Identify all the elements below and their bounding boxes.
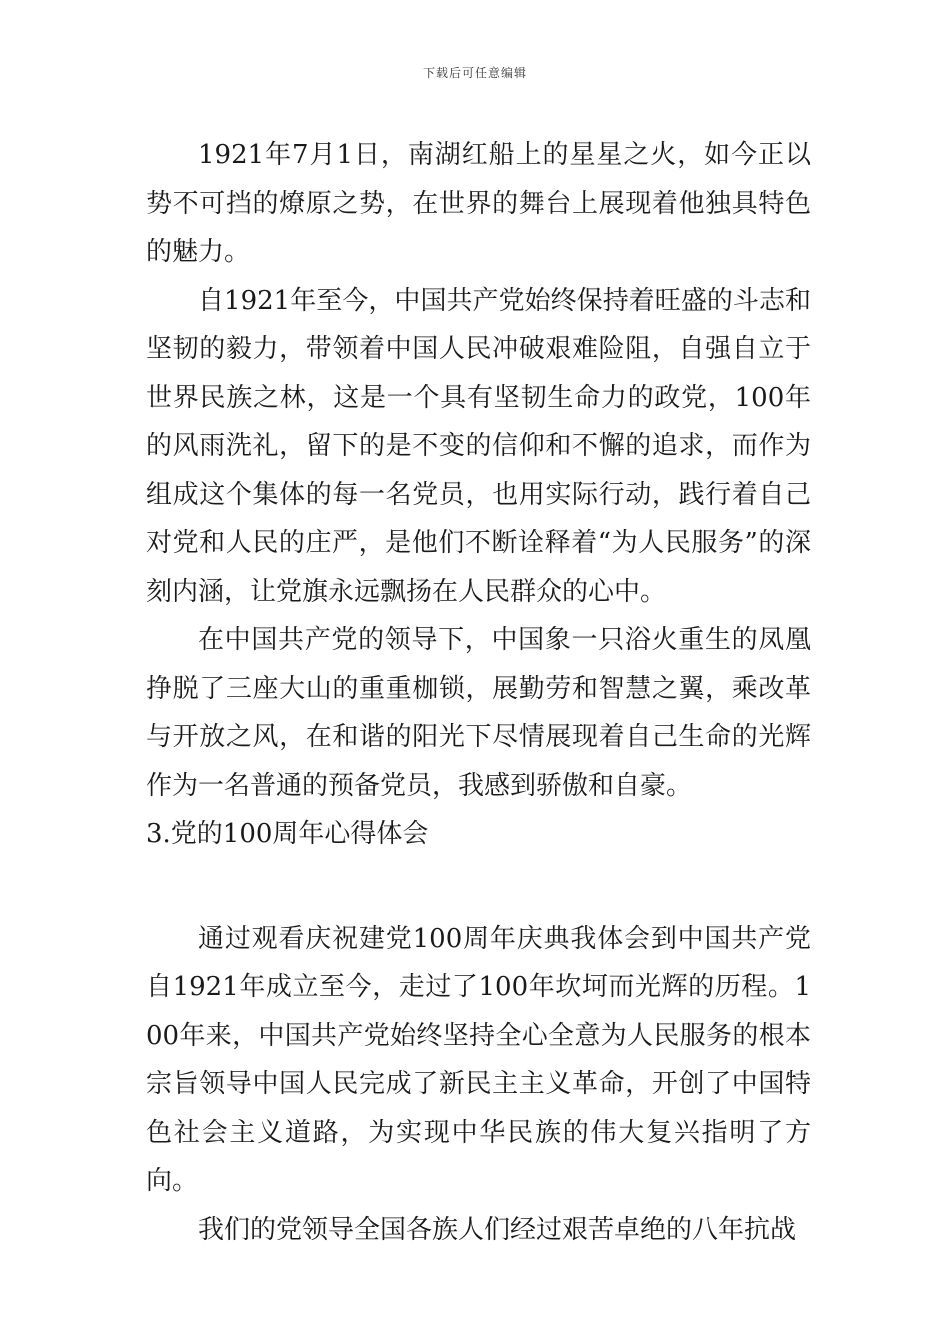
paragraph: 1921年7月1日，南湖红船上的星星之火，如今正以势不可挡的燎原之势，在世界的舞台上展现着他独具特色的魅力。: [146, 140, 811, 267]
paragraph: 自1921年至今，中国共产党始终保持着旺盛的斗志和坚韧的毅力，带领着中国人民冲破艰难险阻，自强自立于世界民族之林，这是一个具有坚韧生命力的政党，100年的风雨洗礼，留下的是不变的信仰和不懈的追求，而作为组成这个集体的每一名党员，也用实际行动，践行着自己对党和人民的庄严，是他们不断诠释着“为人民服务”的深刻内涵，让党旗永远飘扬在人民群众的心中。: [146, 285, 811, 607]
paragraph: 通过观看庆祝建党100周年庆典我体会到中国共产党自1921年成立至今，走过了100年坎坷而光辉的历程。100年来，中国共产党始终坚持全心全意为人民服务的根本宗旨领导中国人民完成了新民主主义革命，开创了中国特色社会主义道路，为实现中华民族的伟大复兴指明了方向。: [146, 923, 811, 1196]
header-note: 下载后可任意编辑: [422, 66, 527, 80]
paragraph: 我们的党领导全国各族人们经过艰苦卓绝的八年抗战: [198, 1214, 797, 1245]
paragraph: 在中国共产党的领导下，中国象一只浴火重生的凤凰挣脱了三座大山的重重枷锁，展勤劳和智慧之翼，乘改革与开放之风，在和谐的阳光下尽情展现着自己生命的光辉作为一名普通的预备党员，我感到骄傲和自豪。: [146, 625, 811, 801]
section-spacer: [146, 859, 811, 915]
section-heading: 3.党的100周年心得体会: [146, 819, 429, 849]
document-body: [146, 131, 811, 1254]
